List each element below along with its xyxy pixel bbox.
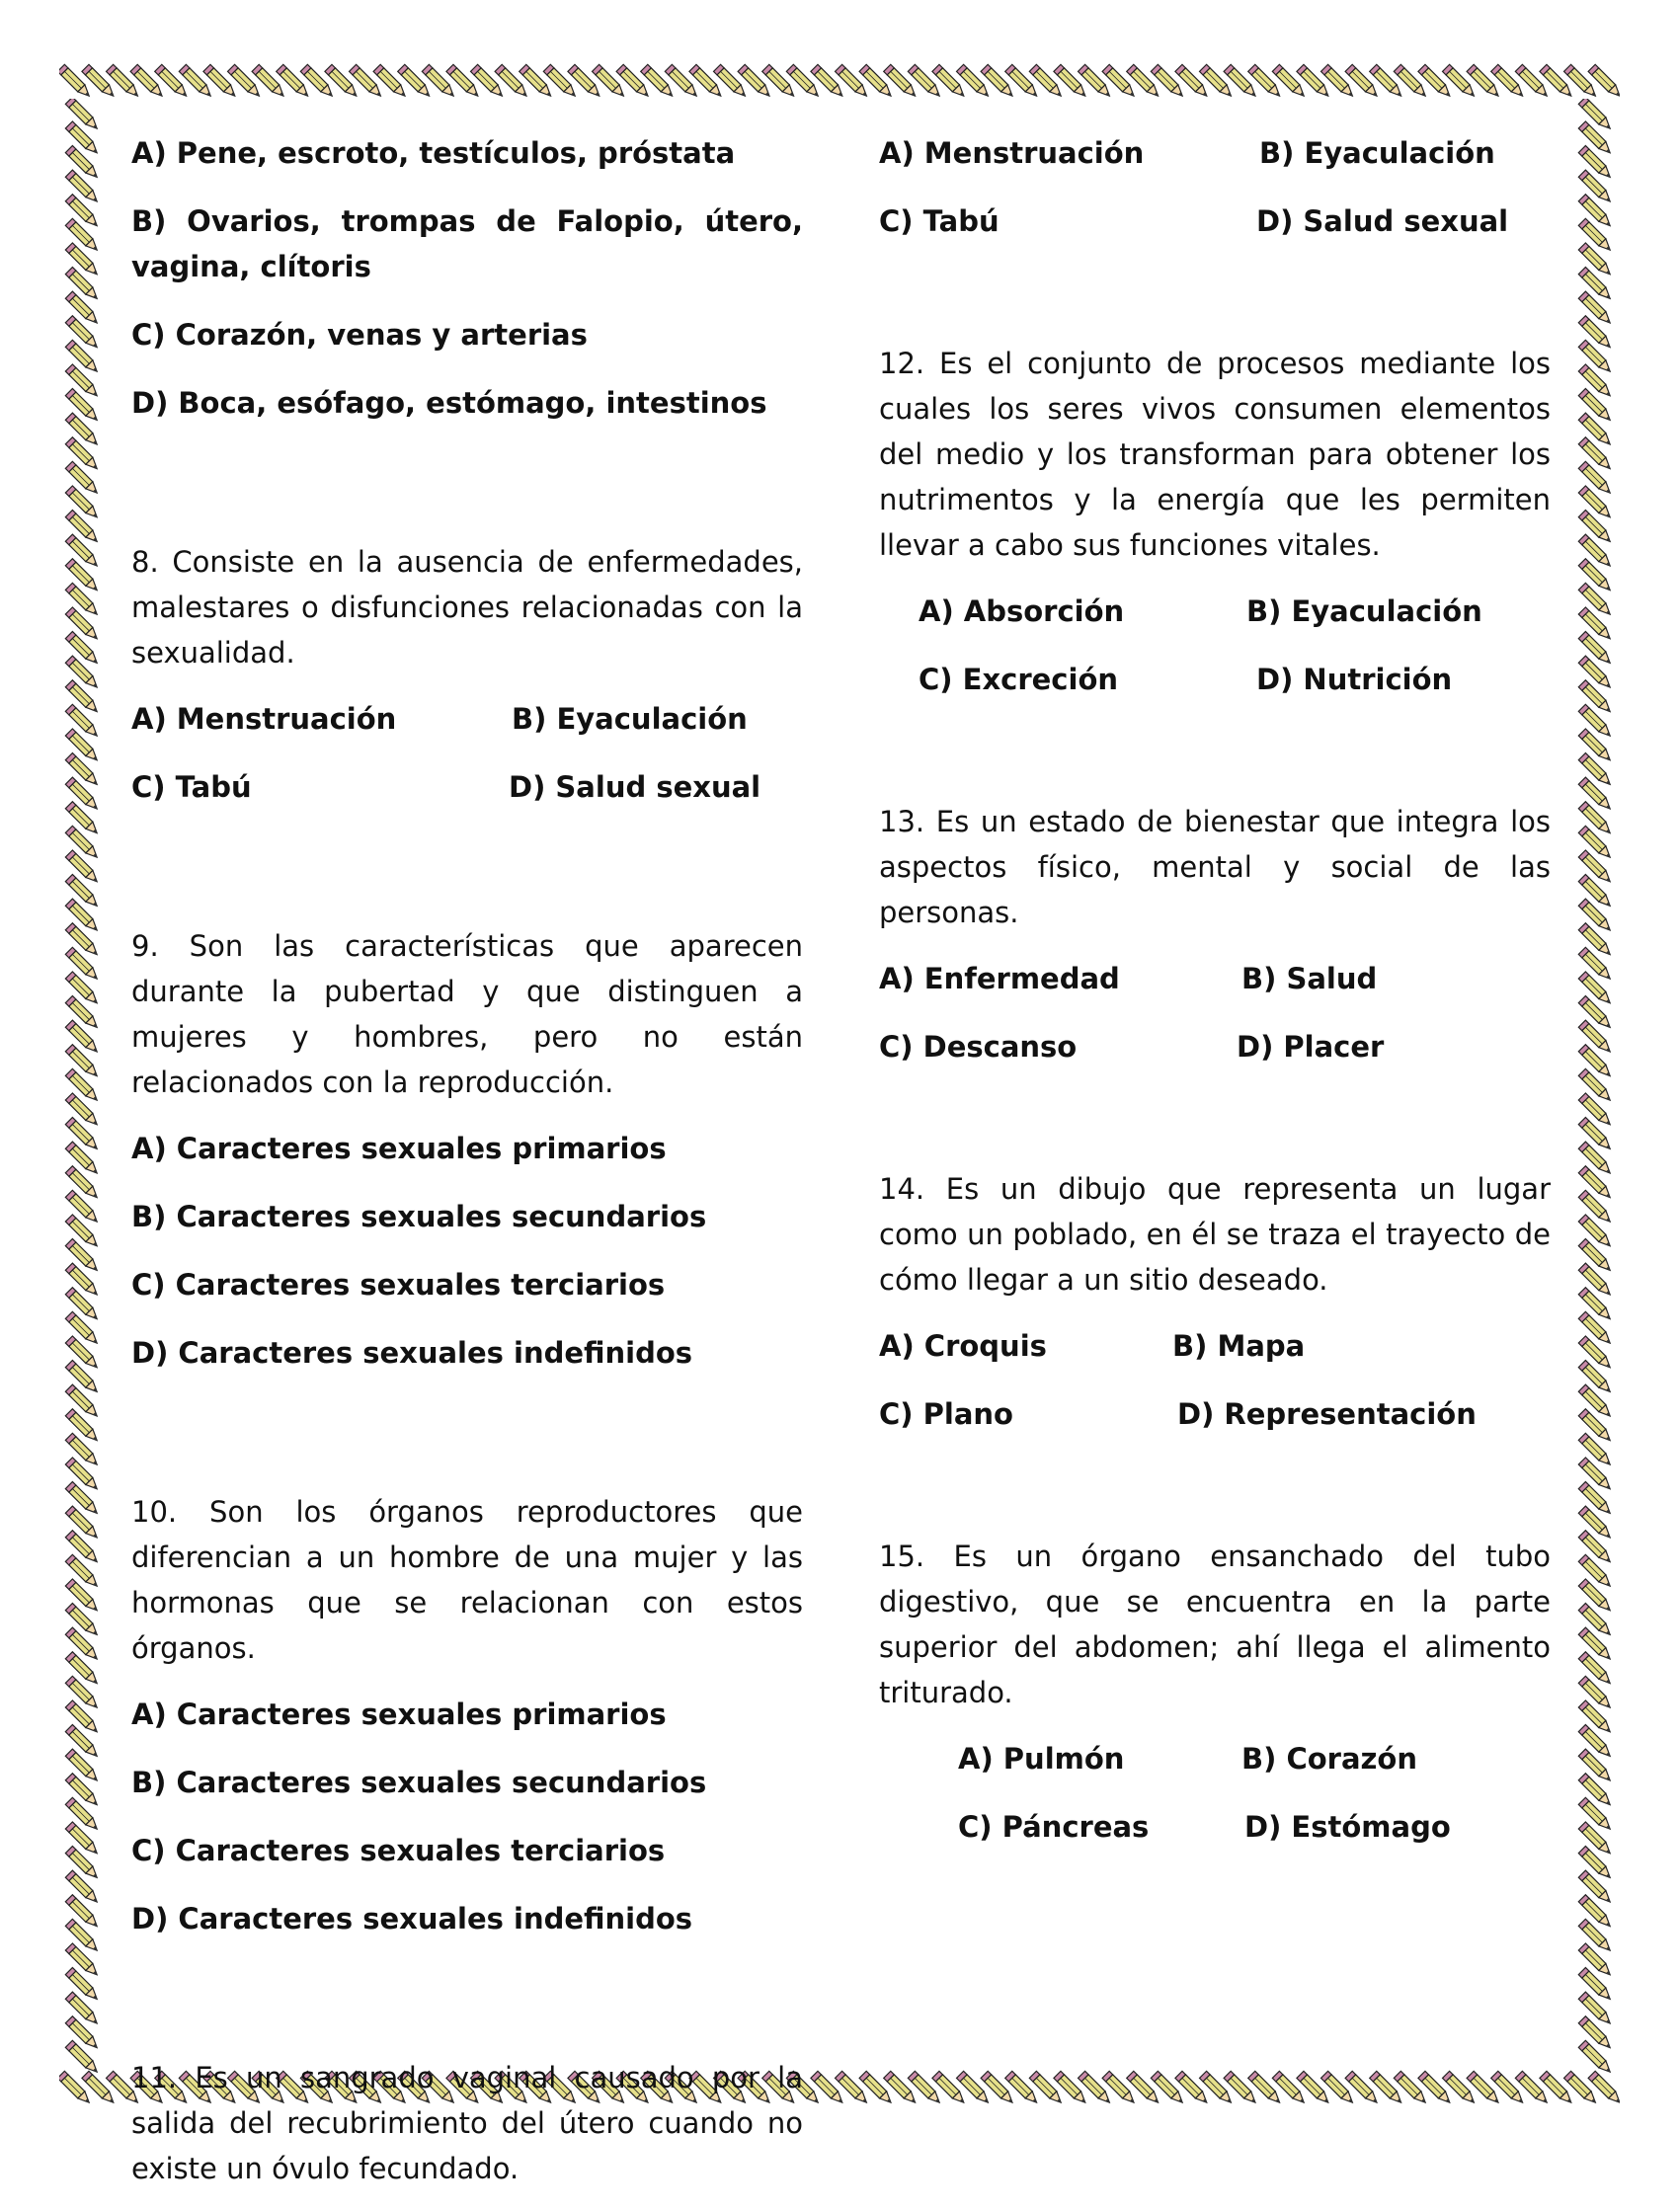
q14-option-b: B) Mapa (1172, 1329, 1306, 1363)
q11-option-c: C) Tabú (879, 204, 999, 238)
q11-stem: 11. Es un sangrado vaginal causado por la salida del recubrimiento del útero cuando no existe un óvulo fecundado. (131, 2061, 803, 2185)
q9-option-a: A) Caracteres sexuales primarios (131, 1132, 667, 1165)
q14-option-d: D) Representación (1177, 1397, 1477, 1431)
q13-option-d: D) Placer (1237, 1030, 1385, 1064)
q10-stem: 10. Son los órganos reproductores que diferencian a un hombre de una mujer y las hormonas que se relacionan con estos órganos. (131, 1495, 803, 1665)
q11-option-b: B) Eyaculación (1259, 136, 1495, 170)
q15-option-a: A) Pulmón (958, 1742, 1125, 1776)
q7-option-c: C) Corazón, venas y arterias (131, 318, 588, 352)
q10-option-d: D) Caracteres sexuales indefinidos (131, 1902, 693, 1936)
q11-options-row-1 (879, 130, 1551, 176)
question-7-options (131, 130, 803, 426)
q13-options-row-2 (879, 1024, 1551, 1069)
q13-option-b: B) Salud (1241, 962, 1378, 995)
q12-option-a: A) Absorción (919, 594, 1125, 628)
q12-option-b: B) Eyaculación (1246, 594, 1482, 628)
pencil-border-left (61, 99, 105, 2074)
q12-stem: 12. Es el conjunto de procesos mediante los cuales los seres vivos consumen elementos del medio y los transforman para obtener los nutrimentos y la energía que les permiten llevar a cabo sus funciones vitales. (879, 347, 1551, 562)
q13-stem: 13. Es un estado de bienestar que integra los aspectos físico, mental y social de las personas. (879, 805, 1551, 929)
question-11 (131, 2055, 803, 2191)
q12-option-d: D) Nutrición (1256, 663, 1453, 696)
q15-options-row-2 (879, 1804, 1551, 1850)
q7-option-a: A) Pene, escroto, testículos, próstata (131, 136, 736, 170)
q13-option-a: A) Enfermedad (879, 962, 1120, 995)
q8-options-row-2 (131, 764, 803, 810)
left-column (131, 130, 803, 2212)
q11-options-row-2 (879, 198, 1551, 244)
q15-options-row-1 (879, 1736, 1551, 1781)
q14-options-row-2 (879, 1391, 1551, 1437)
q12-options-row-2 (879, 657, 1551, 702)
q14-option-c: C) Plano (879, 1397, 1013, 1431)
q9-option-b: B) Caracteres sexuales secundarios (131, 1200, 707, 1233)
q8-stem: 8. Consiste en la ausencia de enfermedades, malestares o disfunciones relacionadas con la sexualidad. (131, 545, 803, 670)
question-9 (131, 923, 803, 1376)
right-column (879, 130, 1551, 1872)
q15-option-c: C) Páncreas (958, 1810, 1150, 1844)
q12-options-row-1 (879, 589, 1551, 634)
q15-option-b: B) Corazón (1241, 1742, 1417, 1776)
q12-option-c: C) Excreción (919, 663, 1119, 696)
pencil-border-top (59, 61, 1620, 103)
q14-options-row-1 (879, 1323, 1551, 1369)
q8-option-d: D) Salud sexual (509, 770, 761, 804)
q8-option-b: B) Eyaculación (512, 702, 748, 736)
q11-option-a: A) Menstruación (879, 136, 1145, 170)
q7-option-d: D) Boca, esófago, estómago, intestinos (131, 386, 767, 420)
question-14 (879, 1166, 1551, 1437)
pencil-border-right (1574, 99, 1618, 2074)
question-11-options (879, 130, 1551, 244)
question-8 (131, 539, 803, 810)
q8-option-a: A) Menstruación (131, 702, 397, 736)
q10-option-c: C) Caracteres sexuales terciarios (131, 1834, 666, 1867)
q11-option-d: D) Salud sexual (1256, 204, 1509, 238)
q9-option-d: D) Caracteres sexuales indefinidos (131, 1336, 693, 1370)
q10-option-b: B) Caracteres sexuales secundarios (131, 1766, 707, 1799)
q13-option-c: C) Descanso (879, 1030, 1078, 1064)
q15-stem: 15. Es un órgano ensanchado del tubo digestivo, que se encuentra en la parte superior del abdomen; ahí llega el alimento triturado. (879, 1540, 1551, 1709)
q14-option-a: A) Croquis (879, 1329, 1047, 1363)
q8-options-row-1 (131, 696, 803, 742)
q9-stem: 9. Son las características que aparecen durante la pubertad y que distinguen a mujeres y hombres, pero no están relacionados con la reproducción. (131, 929, 803, 1099)
q14-stem: 14. Es un dibujo que representa un lugar como un poblado, en él se traza el trayecto de cómo llegar a un sitio deseado. (879, 1172, 1551, 1297)
q9-option-c: C) Caracteres sexuales terciarios (131, 1268, 666, 1302)
q7-option-b: B) Ovarios, trompas de Falopio, útero, vagina, clítoris (131, 204, 803, 283)
q10-option-a: A) Caracteres sexuales primarios (131, 1698, 667, 1731)
question-13 (879, 799, 1551, 1069)
question-12 (879, 341, 1551, 702)
q8-option-c: C) Tabú (131, 770, 252, 804)
question-15 (879, 1534, 1551, 1850)
question-10 (131, 1489, 803, 1941)
q13-options-row-1 (879, 956, 1551, 1001)
q15-option-d: D) Estómago (1244, 1810, 1451, 1844)
